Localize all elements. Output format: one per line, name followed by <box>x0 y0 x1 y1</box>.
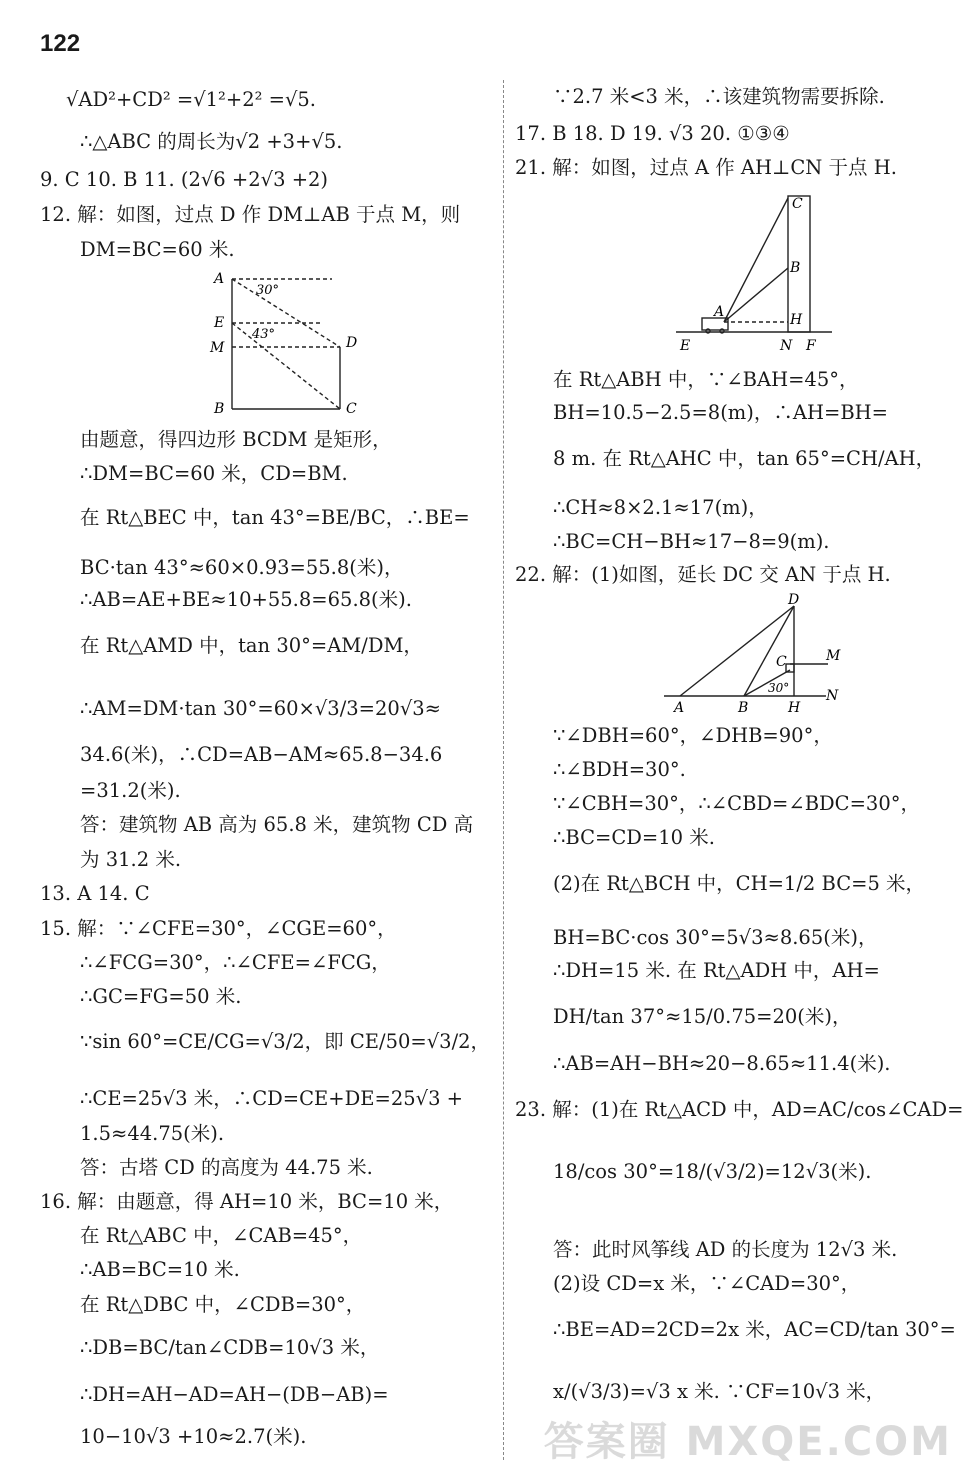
watermark: 答案圈 MXQE.COM <box>543 1419 952 1465</box>
fig22-angle-30: 30° <box>768 681 790 695</box>
fig12-label-c: C <box>346 401 357 417</box>
fig12-label-b: B <box>214 401 225 417</box>
fig12-label-e: E <box>214 315 225 331</box>
fig21-label-a: A <box>714 304 725 320</box>
right-text-line: ∴BC=CD=10 米. <box>553 826 715 849</box>
left-text-line: 在 Rt△DBC 中，∠CDB=30°， <box>80 1293 366 1316</box>
fig22-label-a: A <box>674 700 685 716</box>
left-text-line: 13. A 14. C <box>40 882 150 905</box>
fig12-label-d: D <box>346 335 358 351</box>
left-text-line: ∴CE=25√3 米，∴CD=CE+DE=25√3 + <box>80 1087 464 1110</box>
right-text-line: 17. B 18. D 19. √3 20. ①③④ <box>515 122 790 145</box>
left-text-line: ∴AB=AE+BE≈10+55.8=65.8(米). <box>80 588 412 611</box>
fig21-label-c: C <box>792 196 803 212</box>
left-text-line: 在 Rt△ABC 中，∠CAB=45°， <box>80 1224 363 1247</box>
fig12-label-a: A <box>214 271 225 287</box>
right-text-line: 23. 解：(1)在 Rt△ACD 中，AD=AC/cos∠CAD= <box>515 1098 964 1121</box>
right-text-line: 8 m. 在 Rt△AHC 中，tan 65°=CH/AH， <box>553 447 936 470</box>
left-text-line: √AD²+CD² =√1²+2² =√5. <box>66 88 316 111</box>
left-text-line: 15. 解：∵∠CFE=30°，∠CGE=60°， <box>40 917 397 940</box>
right-text-line: (2)在 Rt△BCH 中，CH=1/2 BC=5 米， <box>553 872 926 895</box>
figure-22 <box>660 592 850 721</box>
fig22-label-h: H <box>788 700 801 716</box>
right-text-line: ∵∠CBH=30°，∴∠CBD=∠BDC=30°， <box>553 792 920 815</box>
left-text-line: ∴△ABC 的周长为√2 +3+√5. <box>80 130 343 153</box>
fig22-label-d: D <box>788 592 800 608</box>
left-text-line: 16. 解：由题意，得 AH=10 米，BC=10 米， <box>40 1190 454 1213</box>
right-text-line: x/(√3/3)=√3 x 米. ∵CF=10√3 米， <box>553 1380 886 1403</box>
fig21-label-b: B <box>790 260 801 276</box>
page-number: 122 <box>40 30 81 57</box>
right-text-line: 答：此时风筝线 AD 的长度为 12√3 米. <box>553 1238 898 1261</box>
right-text-line: ∴CH≈8×2.1≈17(m)， <box>553 496 768 519</box>
right-text-line: 在 Rt△ABH 中，∵∠BAH=45°， <box>553 368 859 391</box>
right-text-line: ∴∠BDH=30°. <box>553 758 686 781</box>
left-text-line: ∴DB=BC/tan∠CDB=10√3 米， <box>80 1336 380 1359</box>
left-text-line: 答：建筑物 AB 高为 65.8 米，建筑物 CD 高 <box>80 813 474 836</box>
left-text-line: 34.6(米)，∴CD=AB−AM≈65.8−34.6 <box>80 743 443 766</box>
left-text-line: 答：古塔 CD 的高度为 44.75 米. <box>80 1156 373 1179</box>
right-text-line: ∴DH=15 米. 在 Rt△ADH 中，AH= <box>553 959 880 982</box>
left-text-line: 由题意，得四边形 BCDM 是矩形， <box>80 428 392 451</box>
right-text-line: ∴AB=AH−BH≈20−8.65≈11.4(米). <box>553 1052 891 1075</box>
fig21-label-n: N <box>780 338 793 354</box>
left-text-line: 1.5≈44.75(米). <box>80 1122 225 1145</box>
fig21-label-h: H <box>790 312 803 328</box>
fig22-label-c: C <box>776 654 787 670</box>
left-text-line: DM=BC=60 米. <box>80 238 235 261</box>
figure-12 <box>200 265 380 429</box>
right-text-line: (2)设 CD=x 米，∵∠CAD=30°， <box>553 1272 861 1295</box>
left-text-line: 10−10√3 +10≈2.7(米). <box>80 1425 307 1448</box>
fig21-label-e: E <box>680 338 691 354</box>
column-divider <box>503 80 504 1460</box>
left-text-line: ∴GC=FG=50 米. <box>80 985 242 1008</box>
left-text-line: ∴AB=BC=10 米. <box>80 1258 240 1281</box>
left-text-line: ∴DM=BC=60 米，CD=BM. <box>80 462 348 485</box>
right-text-line: ∴BC=CH−BH≈17−8=9(m). <box>553 530 830 553</box>
left-text-line: 在 Rt△AMD 中，tan 30°=AM/DM， <box>80 634 423 657</box>
left-text-line: 为 31.2 米. <box>80 848 182 871</box>
right-text-line: ∴BE=AD=2CD=2x 米，AC=CD/tan 30°= <box>553 1318 956 1341</box>
left-text-line: ∴AM=DM·tan 30°=60×√3/3=20√3≈ <box>80 697 441 720</box>
right-text-line: BH=10.5−2.5=8(m)，∴AH=BH= <box>553 401 888 424</box>
left-text-line: BC·tan 43°≈60×0.93=55.8(米)， <box>80 556 404 579</box>
left-text-line: 9. C 10. B 11. (2√6 +2√3 +2) <box>40 168 329 191</box>
left-text-line: 12. 解：如图，过点 D 作 DM⊥AB 于点 M，则 <box>40 203 461 226</box>
fig22-label-b: B <box>738 700 749 716</box>
right-text-line: BH=BC·cos 30°=5√3≈8.65(米)， <box>553 926 878 949</box>
left-text-line: ∴DH=AH−AD=AH−(DB−AB)= <box>80 1383 389 1406</box>
figure-21 <box>672 190 842 359</box>
fig12-angle-30: 30° <box>256 283 280 298</box>
fig12-label-m: M <box>210 340 225 356</box>
left-text-line: ∴∠FCG=30°，∴∠CFE=∠FCG， <box>80 951 391 974</box>
right-text-line: 18/cos 30°=18/(√3/2)=12√3(米). <box>553 1160 872 1183</box>
right-text-line: 21. 解：如图，过点 A 作 AH⊥CN 于点 H. <box>515 156 897 179</box>
fig22-label-n: N <box>826 688 839 704</box>
right-text-line: ∵2.7 米<3 米，∴该建筑物需要拆除. <box>553 85 885 108</box>
fig22-label-m: M <box>826 648 841 664</box>
fig12-angle-43: 43° <box>252 327 276 342</box>
right-text-line: DH/tan 37°≈15/0.75=20(米)， <box>553 1005 852 1028</box>
left-text-line: =31.2(米). <box>80 779 181 802</box>
right-text-line: ∵∠DBH=60°，∠DHB=90°， <box>553 724 833 747</box>
fig21-label-f: F <box>806 338 816 354</box>
left-text-line: 在 Rt△BEC 中，tan 43°=BE/BC，∴BE= <box>80 506 470 529</box>
right-text-line: 22. 解：(1)如图，延长 DC 交 AN 于点 H. <box>515 563 891 586</box>
left-text-line: ∵sin 60°=CE/CG=√3/2，即 CE/50=√3/2， <box>80 1030 491 1053</box>
